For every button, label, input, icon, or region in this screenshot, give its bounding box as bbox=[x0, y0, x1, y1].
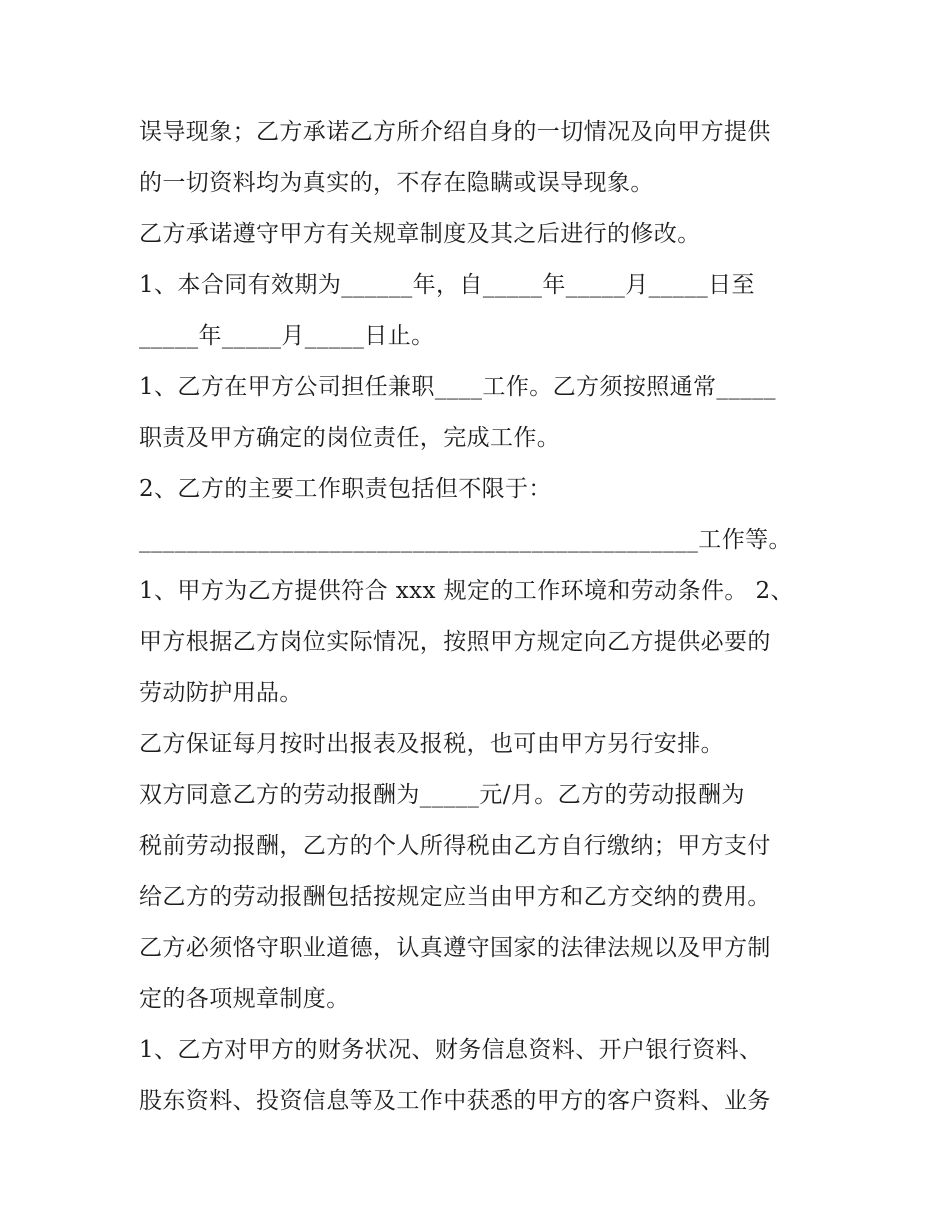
text-line: 给乙方的劳动报酬包括按规定应当由甲方和乙方交纳的费用。 bbox=[139, 884, 771, 910]
text-line: _____年_____月_____日止。 bbox=[139, 323, 435, 349]
text-line: _______________________________________________工作等。 bbox=[139, 527, 792, 553]
text-line: 乙方承诺遵守甲方有关规章制度及其之后进行的修改。 bbox=[139, 221, 701, 247]
text-line: 误导现象；乙方承诺乙方所介绍自身的一切情况及向甲方提供 bbox=[139, 119, 771, 145]
text-line: 双方同意乙方的劳动报酬为_____元/月。乙方的劳动报酬为 bbox=[139, 782, 745, 808]
text-line: 1、乙方对甲方的财务状况、财务信息资料、开户银行资料、 bbox=[139, 1037, 763, 1063]
text-line: 乙方必须恪守职业道德，认真遵守国家的法律法规以及甲方制 bbox=[139, 935, 771, 961]
text-line: 1、乙方在甲方公司担任兼职____工作。乙方须按照通常_____ bbox=[139, 374, 776, 400]
text-line: 2、乙方的主要工作职责包括但不限于： bbox=[139, 476, 552, 502]
text-line: 1、本合同有效期为______年，自_____年_____月_____日至 bbox=[139, 272, 755, 298]
text-line: 职责及甲方确定的岗位责任，完成工作。 bbox=[139, 425, 561, 451]
text-line: 1、甲方为乙方提供符合 xxx 规定的工作环境和劳动条件。 2、 bbox=[139, 578, 794, 604]
contract-body bbox=[139, 107, 819, 1127]
text-line: 的一切资料均为真实的，不存在隐瞒或误导现象。 bbox=[139, 170, 654, 196]
text-line: 股东资料、投资信息等及工作中获悉的甲方的客户资料、业务 bbox=[139, 1088, 771, 1114]
text-line: 税前劳动报酬，乙方的个人所得税由乙方自行缴纳；甲方支付 bbox=[139, 833, 771, 859]
text-line: 定的各项规章制度。 bbox=[139, 986, 350, 1012]
text-line: 劳动防护用品。 bbox=[139, 680, 303, 706]
text-line: 甲方根据乙方岗位实际情况，按照甲方规定向乙方提供必要的 bbox=[139, 629, 771, 655]
text-line: 乙方保证每月按时出报表及报税，也可由甲方另行安排。 bbox=[139, 731, 724, 757]
